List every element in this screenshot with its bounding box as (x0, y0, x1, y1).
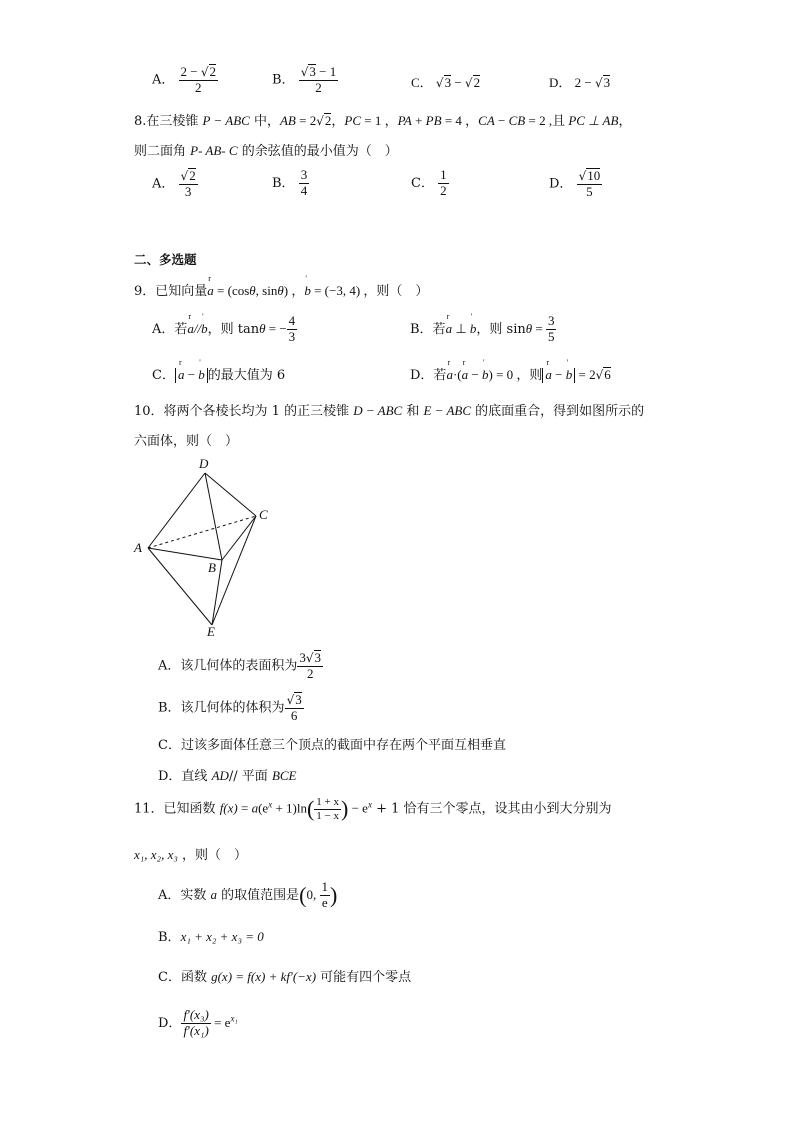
text: 的最大值为 6 (207, 368, 286, 383)
math: = 0 ，则 (492, 367, 543, 382)
math: θ (249, 283, 256, 298)
text: 10．将两个各棱长均为 1 的正三棱锥 (134, 404, 354, 419)
option-label: A．若 (152, 321, 188, 337)
math: AB (279, 113, 296, 128)
frac-den: 2 (195, 79, 202, 95)
frac-num: 1 (321, 879, 328, 894)
math: BCE (271, 768, 297, 783)
math: θ (259, 320, 266, 336)
q9-option-b (410, 314, 556, 345)
operator: − (451, 75, 465, 90)
math: x₁, x₂, x₃ (134, 847, 178, 862)
radicand: 3 (309, 64, 316, 79)
fraction (320, 880, 331, 911)
math: PA (397, 113, 412, 128)
option-label: A．实数 (158, 887, 211, 903)
frac-den: 4 (300, 182, 308, 198)
text: 8.在三棱锥 (134, 114, 203, 129)
option-label: D．若 (410, 368, 447, 383)
math: // (193, 320, 202, 336)
radicand: 6 (604, 367, 611, 382)
option-label: D．直线 (158, 769, 212, 784)
vertex-label-d: D (199, 456, 209, 471)
frac-den: 2 (306, 665, 314, 681)
superscript: x₁ (230, 1013, 238, 1024)
q10-option-a (158, 650, 323, 682)
option-label: B． (272, 72, 295, 88)
text: = 2 ,且 (525, 113, 569, 128)
math: − (468, 367, 482, 382)
vector-b: ' b (201, 321, 208, 337)
frac-num: 3 (300, 167, 308, 182)
math: + 1)ln (272, 800, 307, 816)
math: E − ABC (423, 403, 471, 418)
math: D − ABC (353, 403, 403, 418)
option-label: A． (152, 176, 175, 192)
sqrt-icon: √ (200, 65, 209, 79)
option-label: B． (158, 930, 181, 945)
q7-option-c (411, 72, 480, 91)
edge-ab (148, 548, 222, 560)
frac-den: 6 (290, 707, 298, 723)
q7-option-a (152, 64, 218, 96)
fraction (299, 64, 339, 96)
q11-stem-line2 (134, 844, 247, 863)
math: = (cos (213, 283, 250, 298)
text: 的底面重合，得到如图所示的 (471, 404, 645, 419)
vector-a: r a (462, 367, 469, 383)
option-label: D． (549, 75, 572, 90)
fraction (438, 168, 449, 199)
q9-stem (134, 280, 428, 299)
option-label: C． (411, 75, 433, 90)
math: a (210, 886, 218, 902)
radicand: 3 (603, 75, 611, 90)
radicand: 2 (324, 113, 332, 128)
radicand: 2 (189, 168, 196, 183)
math: g(x) = f(x) + kf′(−x) (211, 969, 317, 984)
vector-b: ' b (470, 321, 477, 337)
math: − (494, 113, 509, 128)
math: = 2 (575, 367, 596, 382)
fraction (577, 168, 603, 200)
math: f(x) (219, 800, 238, 816)
frac-num: f′(x₃) (183, 1007, 209, 1022)
math: 0, (306, 886, 320, 902)
q11-option-a: A．实数 a 的取值范围是(0, $\frac{1}{e}$ ) (158, 879, 338, 910)
frac-num: 1 + x (316, 796, 340, 808)
q8-stem-line1 (134, 110, 631, 129)
q10-option-c: C．过该多面体任意三个顶点的截面中存在两个平面互相垂直 (158, 738, 506, 753)
option-label: D． (158, 1015, 182, 1031)
math: ) ， (283, 283, 305, 298)
vector-b: ' b (198, 367, 205, 383)
option-label: B．该几何体的体积为 (158, 700, 285, 716)
sqrt-icon: √ (464, 76, 473, 90)
frac-den: 2 (315, 79, 322, 95)
text: 的余弦值的最小值为（ ） (237, 144, 398, 159)
text: // 平面 (228, 769, 272, 784)
radicand: 10 (587, 168, 601, 183)
math: = 2 (295, 113, 317, 128)
math: = (237, 800, 252, 816)
frac-num: 3 (299, 650, 306, 665)
sqrt-icon: √ (578, 169, 587, 183)
q7-option-d (549, 72, 610, 91)
text: ， (331, 114, 345, 129)
math: ⊥ (452, 320, 470, 336)
vertex-label-b: B (208, 560, 216, 575)
sqrt-icon: √ (300, 65, 309, 79)
vector-b: ' b (482, 367, 489, 383)
text: 则二面角 (134, 144, 191, 159)
edge-ac-hidden (148, 516, 256, 548)
fraction (297, 650, 323, 682)
math: = e (210, 1014, 231, 1030)
vector-a: r a (187, 321, 194, 337)
radicand: 3 (444, 75, 452, 90)
fraction (285, 692, 304, 724)
fraction (314, 796, 341, 822)
math: + (411, 113, 426, 128)
sqrt-icon: √ (435, 76, 444, 90)
text: ，则 sin (476, 321, 526, 337)
superscript: x (268, 799, 273, 810)
frac-den: 2 (440, 182, 447, 198)
vertex-label-c: C (259, 507, 268, 522)
abs-value (542, 368, 575, 383)
frac-num: 2 − (180, 64, 201, 79)
text: 9．已知向量 (134, 284, 208, 299)
math: PC ⊥ AB (568, 113, 619, 128)
sqrt-icon: √ (316, 114, 324, 128)
q10-stem-line2: 六面体，则（ ） (134, 434, 239, 449)
math: = 4 ， (441, 113, 479, 128)
math: PC (344, 113, 362, 128)
frac-num: − 1 (315, 64, 337, 79)
vector-b: ' b (304, 283, 311, 299)
math: = − (265, 320, 287, 336)
frac-den: e (321, 894, 328, 910)
q8-option-c (411, 168, 449, 199)
text: + 1 恰有三个零点，设其由小到大分别为 (371, 801, 612, 817)
edge-ae (148, 548, 212, 625)
sqrt-icon: √ (595, 368, 604, 382)
q8-stem-line2 (134, 140, 398, 159)
text: 的取值范围是 (217, 887, 300, 903)
q9-option-d: D．若r a·(r a − ' b) = 0 ，则r a − ' b = 2√6 (410, 364, 611, 383)
vector-b: ' b (566, 367, 573, 383)
edge-bc (222, 516, 256, 560)
vector-a: r a (446, 321, 453, 337)
math: x₁ + x₂ + x₃ = 0 (180, 929, 264, 944)
frac-den: 3 (288, 328, 296, 344)
option-label: C．函数 (158, 970, 212, 985)
math: , sin (255, 283, 278, 298)
frac-den: 1 − x (316, 809, 340, 822)
vector-a: r a (207, 283, 214, 299)
frac-num: 4 (288, 313, 296, 328)
math: − (551, 367, 566, 382)
math: θ (277, 283, 284, 298)
math: P − ABC (202, 113, 250, 128)
q11-option-c (158, 966, 411, 985)
math: = (532, 320, 546, 336)
frac-den: 3 (184, 183, 192, 199)
fraction (181, 1008, 210, 1039)
edge-db (205, 473, 222, 560)
frac-den: 5 (586, 183, 593, 199)
option-label: A． (152, 72, 175, 88)
vertex-label-a: A (134, 540, 142, 555)
section-title: 二、多选题 (134, 252, 197, 267)
option-label: B．若 (410, 321, 446, 337)
radicand: 3 (295, 692, 302, 707)
option-label: C． (152, 368, 175, 383)
option-label: D． (549, 176, 573, 192)
abs-value (175, 368, 208, 383)
q10-option-b (158, 692, 304, 724)
math: − e (348, 800, 368, 816)
vector-a: r a (446, 367, 453, 383)
q10-option-d (158, 765, 297, 784)
radicand: 2 (473, 75, 481, 90)
radicand: 3 (314, 650, 322, 665)
math: = 1 ， (361, 113, 398, 128)
fraction (299, 168, 310, 199)
fraction (179, 168, 198, 200)
text: ，则 tan (207, 321, 260, 337)
math: θ (525, 320, 533, 336)
math: − (184, 367, 199, 382)
q7-option-b (272, 64, 338, 96)
fraction (287, 314, 298, 345)
q8-option-b (272, 168, 309, 199)
option-label: A．该几何体的表面积为 (158, 658, 298, 674)
math: (e (258, 800, 269, 816)
q11-option-b (158, 926, 264, 945)
math: AD (211, 768, 229, 783)
radicand: 2 (209, 64, 217, 79)
frac-den: f′(x₁) (183, 1022, 209, 1038)
edge-dc (205, 473, 256, 516)
math: = (−3, 4) ，则（ ） (310, 283, 429, 298)
frac-den: 5 (547, 328, 555, 344)
sqrt-icon: √ (594, 76, 603, 90)
text: ， (618, 114, 632, 129)
text: 可能有四个零点 (316, 970, 412, 985)
sqrt-icon: √ (305, 651, 314, 665)
math: P- AB- C (190, 143, 238, 158)
q8-option-a (152, 168, 198, 200)
vector-a: r a (178, 367, 185, 383)
q11-option-d (158, 1008, 238, 1039)
q8-option-d (549, 168, 602, 200)
edge-ce (212, 516, 256, 625)
math: CA (478, 113, 495, 128)
fraction (179, 64, 219, 96)
option-label: C． (411, 175, 434, 191)
text: 11．已知函数 (134, 801, 220, 817)
math: · (452, 367, 458, 382)
text: ，则（ ） (177, 848, 248, 863)
q9-option-c (152, 364, 285, 383)
sqrt-icon: √ (286, 693, 295, 707)
math: CB (508, 113, 526, 128)
edge-ad (148, 473, 205, 548)
sqrt-icon: √ (180, 169, 189, 183)
fraction (546, 314, 557, 345)
frac-num: 1 (440, 167, 447, 182)
q9-option-a (152, 314, 297, 345)
text: 中， (249, 114, 280, 129)
option-label: B． (272, 175, 295, 191)
math: a (251, 800, 259, 816)
q10-stem-line1 (134, 400, 644, 419)
q11-stem-line1: 11．已知函数 $f(x) = a(e^x + 1)\ln$( $\frac{1 + x}{1 - x}$ ) − $e^x + 1$ 恰有三个零点，设其由小到大分别为 (134, 796, 612, 822)
vector-a: r a (545, 367, 552, 383)
vertex-label-e: E (207, 624, 215, 639)
math: PB (425, 113, 442, 128)
expr: 2 − (574, 75, 595, 90)
superscript: x (367, 799, 372, 810)
text: 和 (402, 404, 424, 419)
frac-num: 3 (547, 313, 555, 328)
